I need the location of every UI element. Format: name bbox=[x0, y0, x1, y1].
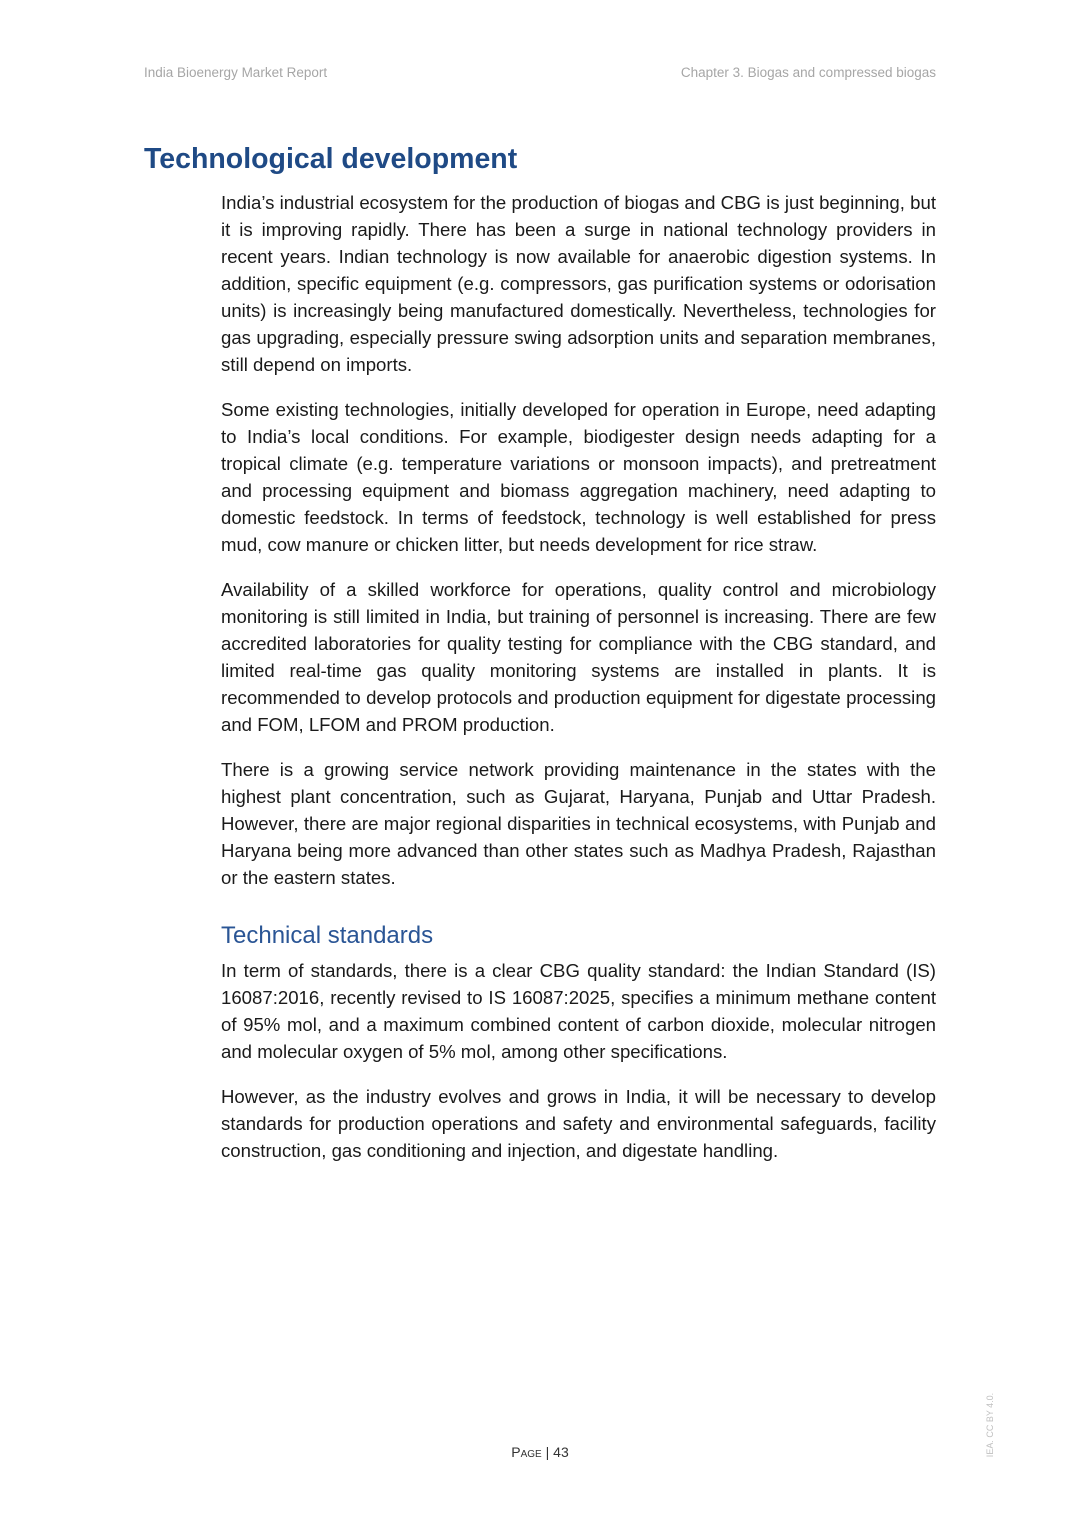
page-footer bbox=[0, 1444, 1080, 1460]
page-label: Page bbox=[511, 1444, 542, 1460]
paragraph: Availability of a skilled workforce for operations, quality control and microbiology monitoring is still limited in India, but training of personnel is increasing. There are few accredited laboratories for quality testing for compliance with the CBG standard, and limited real-time gas quality monitoring systems are installed in plants. It is recommended to develop protocols and production equipment for digestate processing and FOM, LFOM and PROM production. bbox=[221, 579, 936, 735]
body-column bbox=[221, 189, 936, 1182]
license-watermark: IEA. CC BY 4.0. bbox=[985, 1392, 995, 1458]
paragraph: Some existing technologies, initially developed for operation in Europe, need adapting to India’s local conditions. For example, biodigester design needs adapting for a tropical climate (e.g. temperature variations or monsoon impacts), and pretreatment and processing equipment and biomass aggregation machinery, need adapting to domestic feedstock. In terms of feedstock, technology is well established for press mud, cow manure or chicken litter, but needs development for rice straw. bbox=[221, 399, 936, 555]
running-header-title: India Bioenergy Market Report bbox=[144, 65, 328, 80]
paragraph: There is a growing service network providing maintenance in the states with the highest plant concentration, such as Gujarat, Haryana, Punjab and Uttar Pradesh. However, there are major regional disparities in technical ecosystems, with Punjab and Haryana being more advanced than other states such as Madhya Pradesh, Rajasthan or the eastern states. bbox=[221, 759, 936, 888]
paragraph: India’s industrial ecosystem for the production of biogas and CBG is just beginning, but it is improving rapidly. There has been a surge in national technology providers in recent years. Indian technology is now available for anaerobic digestion systems. In addition, specific equipment (e.g. compressors, gas purification systems or odorisation units) is increasingly being manufactured domestically. Nevertheless, technologies for gas upgrading, especially pressure swing adsorption units and separation membranes, still depend on imports. bbox=[221, 192, 936, 375]
subsection-heading: Technical standards bbox=[221, 922, 434, 949]
paragraph: In term of standards, there is a clear CBG quality standard: the Indian Standard (IS) 16087:2016, recently revised to IS 16087:2025, specifies a minimum methane content of 95% mol, and a maximum combined content of carbon dioxide, molecular nitrogen and molecular oxygen of 5% mol, among other specifications. bbox=[221, 960, 936, 1062]
page-separator: | bbox=[541, 1444, 554, 1460]
page-number: 43 bbox=[553, 1444, 569, 1460]
running-header-chapter: Chapter 3. Biogas and compressed biogas bbox=[680, 65, 936, 80]
paragraph: However, as the industry evolves and grows in India, it will be necessary to develop standards for production operations and safety and environmental safeguards, facility construction, gas conditioning and injection, and digestate handling. bbox=[221, 1086, 936, 1161]
section-heading: Technological development bbox=[144, 143, 518, 175]
